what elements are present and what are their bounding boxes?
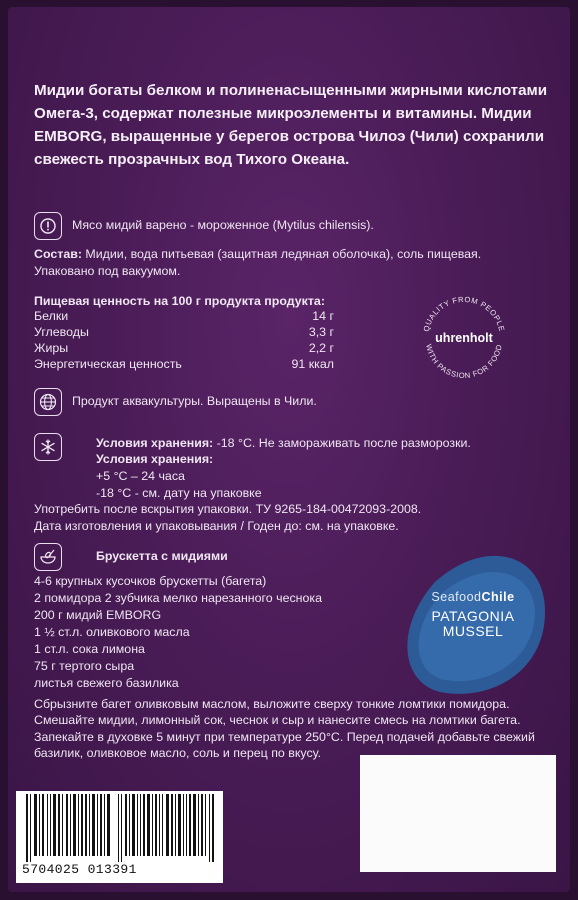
ingredient-item: 1 ½ ст.л. оливкового масла (34, 625, 190, 639)
instructions-text: Сбрызните багет оливковым маслом, выложите сверху тонкие ломтики помидора. Смешайте мидии, лимонный сок, чеснок и сыр и нанесите смесь на ломтики багета. Запекайте в духовке 5 минут при температуре 250°С. Перед подачей добавьте свежий базилик, оливковое масло, соль и перец по вкусу. (34, 697, 535, 761)
ingredient-item: 2 помидора 2 зубчика мелко нарезанного чеснока (34, 591, 322, 605)
ingredients: Состав: Мидии, вода питьевая (защитная ледяная оболочка), соль пищевая. (34, 247, 482, 261)
mussel-logo-text (418, 590, 528, 639)
barcode-bars (26, 794, 216, 862)
snowflake-icon (34, 433, 62, 461)
production-date-text: Дата изготовления и упаковывания / Годен до: см. на упаковке. (34, 519, 399, 533)
storage-condition: Условия хранения: -18 °С. Не замораживать после разморозки. (96, 436, 471, 450)
mussel-text: MUSSEL (442, 623, 504, 639)
recipe-title: Брускетта с мидиями (96, 549, 228, 563)
storage-minus18: -18 °С - см. дату на упаковке (96, 486, 262, 500)
seafood-chile-text: SeafoodChile (431, 590, 515, 604)
whisk-bowl-icon (34, 543, 62, 571)
barcode-number: 5704025 013391 (22, 862, 137, 877)
storage-label-2: Условия хранения: (96, 452, 214, 466)
label-area (360, 755, 556, 872)
svg-text:WITH PASSION FOR FOOD: WITH PASSION FOR FOOD (424, 343, 504, 381)
ingredient-item: 200 г мидий EMBORG (34, 608, 162, 622)
vacuum-packed-note: Упаковано под вакуумом. (34, 264, 181, 278)
nutrition-row: Энергетическая ценность 91 ккал (34, 357, 334, 371)
svg-text:QUALITY FROM PEOPLE: QUALITY FROM PEOPLE (421, 294, 507, 333)
origin-text: Продукт аквакультуры. Выращены в Чили. (72, 394, 317, 408)
ingredient-item: 4-6 крупных кусочков брускетты (багета) (34, 574, 267, 588)
nutrition-row: Углеводы 3,3 г (34, 325, 334, 339)
product-name: Мясо мидий варено - мороженное (Mytilus chilensis). (72, 218, 374, 232)
storage-plus5: +5 °С – 24 часа (96, 469, 185, 483)
nutrition-row: Жиры 2,2 г (34, 341, 334, 355)
package-back (8, 7, 570, 892)
ingredient-item: листья свежего базилика (34, 676, 179, 690)
nutrition-row: Белки 14 г (34, 309, 334, 323)
uhrenholt-seal (416, 290, 512, 386)
nutrition-title: Пищевая ценность на 100 г продукта продукта: (34, 294, 325, 308)
ingredient-item: 75 г тертого сыра (34, 659, 135, 673)
ingredient-item: 1 ст.л. сока лимона (34, 642, 145, 656)
barcode (16, 791, 223, 883)
globe-icon (34, 388, 62, 416)
intro-text: Мидии богаты белком и полиненасыщенными жирными кислотами Омега-3, содержат полезные микроэлементы и витамины. Мидии EMBORG, выращенные у берегов острова Чилоэ (Чили) сохранили свежесть прозрачных вод Тихого Океана. (34, 82, 548, 168)
warning-icon (34, 212, 62, 240)
after-opening-text: Употребить после вскрытия упаковки. ТУ 9265-184-00472093-2008. (34, 502, 422, 516)
svg-text:uhrenholt: uhrenholt (435, 331, 493, 345)
patagonia-text: PATAGONIA (431, 608, 515, 624)
